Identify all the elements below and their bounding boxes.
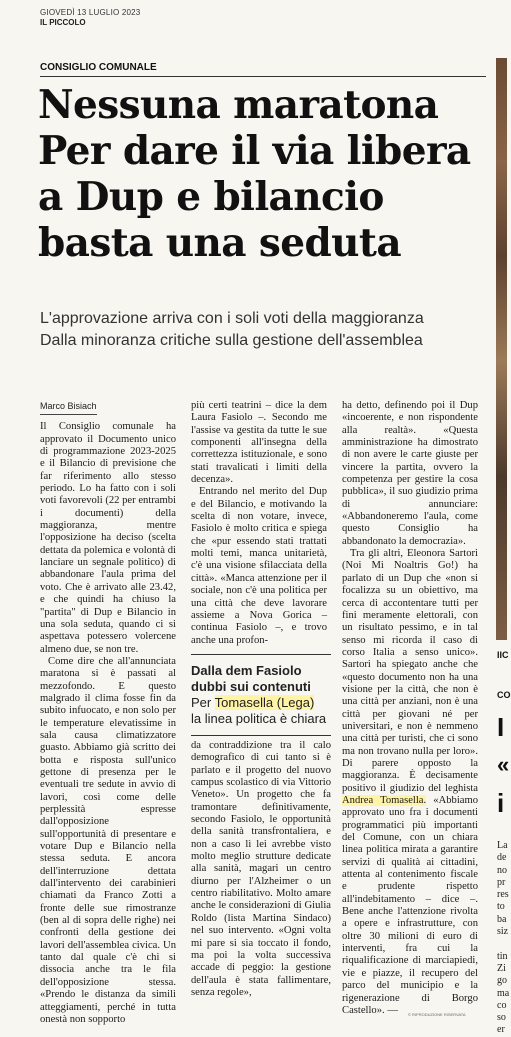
adjacent-fragment: CO — [497, 690, 511, 700]
paragraph: Come dire che all'annunciata maratona si è passati al mezzofondo. E questo malgrado il clima fosse fin da subito infuocato, e non solo per le temperature elevatissime in sala causa climatizzatore guasto. Abbiamo già scritto dei botta e risposta sull'unico gettone di presenza per le eventuali tre sedute in avvio di lavori, così come delle perplessità espresse dall'opposizione sull'opportunità di presentare e votare Dup e Bilancio nella stessa seduta. E ancora dell'interruzione dettata dall'intervento dei carabinieri chiamati da Franco Zotti a fronte delle sue rimostranze (ben al di sopra delle righe) nei confronti della gestione dei lavori dell'assemblea civica. Un tanto dal quale c'è chi si dissocia anche tra le fila dell'opposizione stessa. «Prendo le distanza da simili atteggiamenti, perché in tutta onestà non sopporto — [40, 655, 176, 1025]
adjacent-line-fragment: Zi — [497, 962, 506, 974]
author-byline: Marco Bisiach — [40, 400, 97, 415]
paragraph-text: Tra gli altri, Eleonora Sartori (Noi Mi Noaltris Go!) ha parlato di un Dup che «non si focalizza su un obiettivo, ma cerca di accontentare tutti per fini meramente elettorali, con un risultato pessimo, e in tal senso mi ricorda il caso di corso Italia a senso unico». Sartori ha spiegato anche che «questo documento non ha una visione per la città, che non è una città per anziani, non è una città per giovani né per universitari, e non è nemmeno una città per turisti, che ci sono ma non trovano nulla per loro». Di parere opposto la maggioranza. È decisamente positivo il giudizio del leghista — [342, 548, 478, 794]
adjacent-line-fragment: no — [497, 864, 507, 876]
pull-quote-line: Dalla dem Fasiolo — [191, 663, 302, 678]
adjacent-line-fragment: go — [497, 975, 507, 987]
paragraph: Il Consiglio comunale ha approvato il Documento unico di programmazione 2023-2025 e il Bilancio di previsione che far riferimento allo stesso periodo. Lo ha fatto con i soli voti favorevoli (22 per entrambi i documenti) della maggioranza, mentre l'opposizione ha deciso (scelta dettata da polemica e volontà di lanciare un segnale politico) di abbandonare l'aula prima del voto. Che è arrivato alle 23.42, e che quindi ha chiuso la "partita" di Dup e Bilancio in una sola seduta, quando ci si aspettava potessero volercene almeno due, se non tre. — [40, 421, 176, 655]
highlighted-name: Tomasella (Lega) — [214, 695, 315, 710]
adjacent-fragment: « — [497, 752, 510, 777]
adjacent-line-fragment: so — [497, 1012, 506, 1024]
pull-quote — [191, 654, 331, 736]
adjacent-fragment: IIC — [497, 650, 509, 660]
pull-quote-line: la linea politica è chiara — [191, 711, 327, 726]
pull-quote-text: Per — [191, 695, 215, 710]
section-rule — [40, 76, 486, 77]
adjacent-text-fragments — [497, 840, 509, 1037]
article-column-2-continued — [191, 740, 331, 999]
adjacent-line-fragment: to — [497, 901, 505, 913]
copyright-notice: © RIPRODUZIONE RISERVATA — [408, 1012, 466, 1017]
highlighted-name: Andrea Tomasella. — [342, 795, 427, 806]
publication-date: GIOVEDÌ 13 LUGLIO 2023 — [40, 8, 141, 17]
article-headline: Nessuna maratona Per dare il via libera a Dup e bilancio basta una seduta — [38, 82, 471, 266]
adjacent-photo — [496, 58, 507, 640]
adjacent-line-fragment: co — [497, 999, 507, 1011]
subtitle-line-1: L'approvazione arriva con i soli voti della maggioranza — [40, 310, 424, 327]
pull-quote-line: dubbi sui contenuti — [191, 679, 311, 694]
paragraph-text: «Abbiamo approvato uno fra i documenti programmatici più importanti del Comune, con un chiara linea politica mirata a garantire servizi di qualità ai cittadini, attenta al contenimento fiscale e prudente rispetto all'indebitamento – dice –. Bene anche l'attenzione rivolta a opere e infrastrutture, con oltre 30 milioni di euro di interventi, fra cui la riqualificazione di marciapiedi, vie e piazze, il recupero del parco del municipio e la rigenerazione di Borgo Castello». — — [342, 795, 479, 1016]
page-header — [40, 8, 480, 27]
adjacent-line-fragment — [497, 938, 509, 950]
paragraph: da contraddizione tra il calo demografico di cui tanto si è parlato e il progetto del nuovo campus scolastico di via Vittorio Veneto». Un progetto che fa tramontare definitivamente, secondo Fasiolo, le opportunità della sanità transfrontaliera, e non a caso lì lei avrebbe visto molto meglio strutture dedicate alla sanità, magari un centro diurno per l'Alzheimer o un centro riabilitativo. Molto amare anche le considerazioni di Giulia Roldo (lista Martina Sindaco) nel suo intervento. «Ogni volta mi pare si sia toccato il fondo, ma poi la volta successiva accade di peggio: la gestione dell'aula è stata fallimentare, senza regole», — [191, 740, 331, 998]
adjacent-article-strip — [496, 0, 511, 1036]
paragraph: ha detto, definendo poi il Dup «incoerente, e non rispondente alla realtà». «Questa amministrazione ha dimostrato di non avere le carte giuste per vincere la partita, ovvero la competenza per gestire la cosa pubblica», il suo giudizio prima di annunciare: «Abbandoneremo l'aula, come questo Consiglio ha abbandonato la democrazia». — [342, 400, 478, 547]
adjacent-fragment: I — [497, 712, 505, 742]
paragraph: più certi teatrini – dice la dem Laura Fasiolo –. Secondo me l'assise va gestita da tutte le sue componenti all'insegna della correttezza istituzionale, e sono stati travalicati i limiti della decenza». — [191, 400, 327, 486]
subtitle-line-2: Dalla minoranza critiche sulla gestione dell'assemblea — [40, 332, 423, 349]
adjacent-line-fragment: La — [497, 840, 508, 851]
section-label: CONSIGLIO COMUNALE — [40, 62, 157, 73]
newspaper-name: IL PICCOLO — [40, 18, 86, 27]
adjacent-line-fragment: pr — [497, 876, 506, 888]
adjacent-line-fragment: tin — [497, 950, 508, 962]
article-column-3 — [342, 400, 478, 1017]
paragraph — [342, 548, 478, 1017]
article-subtitle — [40, 308, 490, 352]
adjacent-line-fragment: ba — [497, 913, 507, 925]
adjacent-line-fragment: ma — [497, 987, 510, 999]
adjacent-fragment: i — [497, 788, 505, 818]
article-column-1 — [40, 400, 176, 1026]
adjacent-line-fragment: siz — [497, 926, 509, 938]
article-column-2 — [191, 400, 327, 647]
pull-quote-line — [191, 695, 314, 710]
adjacent-line-fragment: de — [497, 852, 507, 864]
adjacent-line-fragment: er — [497, 1024, 505, 1036]
adjacent-line-fragment: res — [497, 889, 509, 901]
paragraph: Entrando nel merito del Dup e del Bilancio, e motivando la scelta di non votare, invece, Fasiolo è molto critica e spiega che «pur essendo stati trattati molti temi, manca unitarietà, c'è una visione sfilacciata della città». «Manca attenzione per il sociale, non c'è una politica per una città che deve lavorare assieme a Nova Gorica – continua Fasiolo –, e trovo anche una profon- — [191, 486, 327, 646]
